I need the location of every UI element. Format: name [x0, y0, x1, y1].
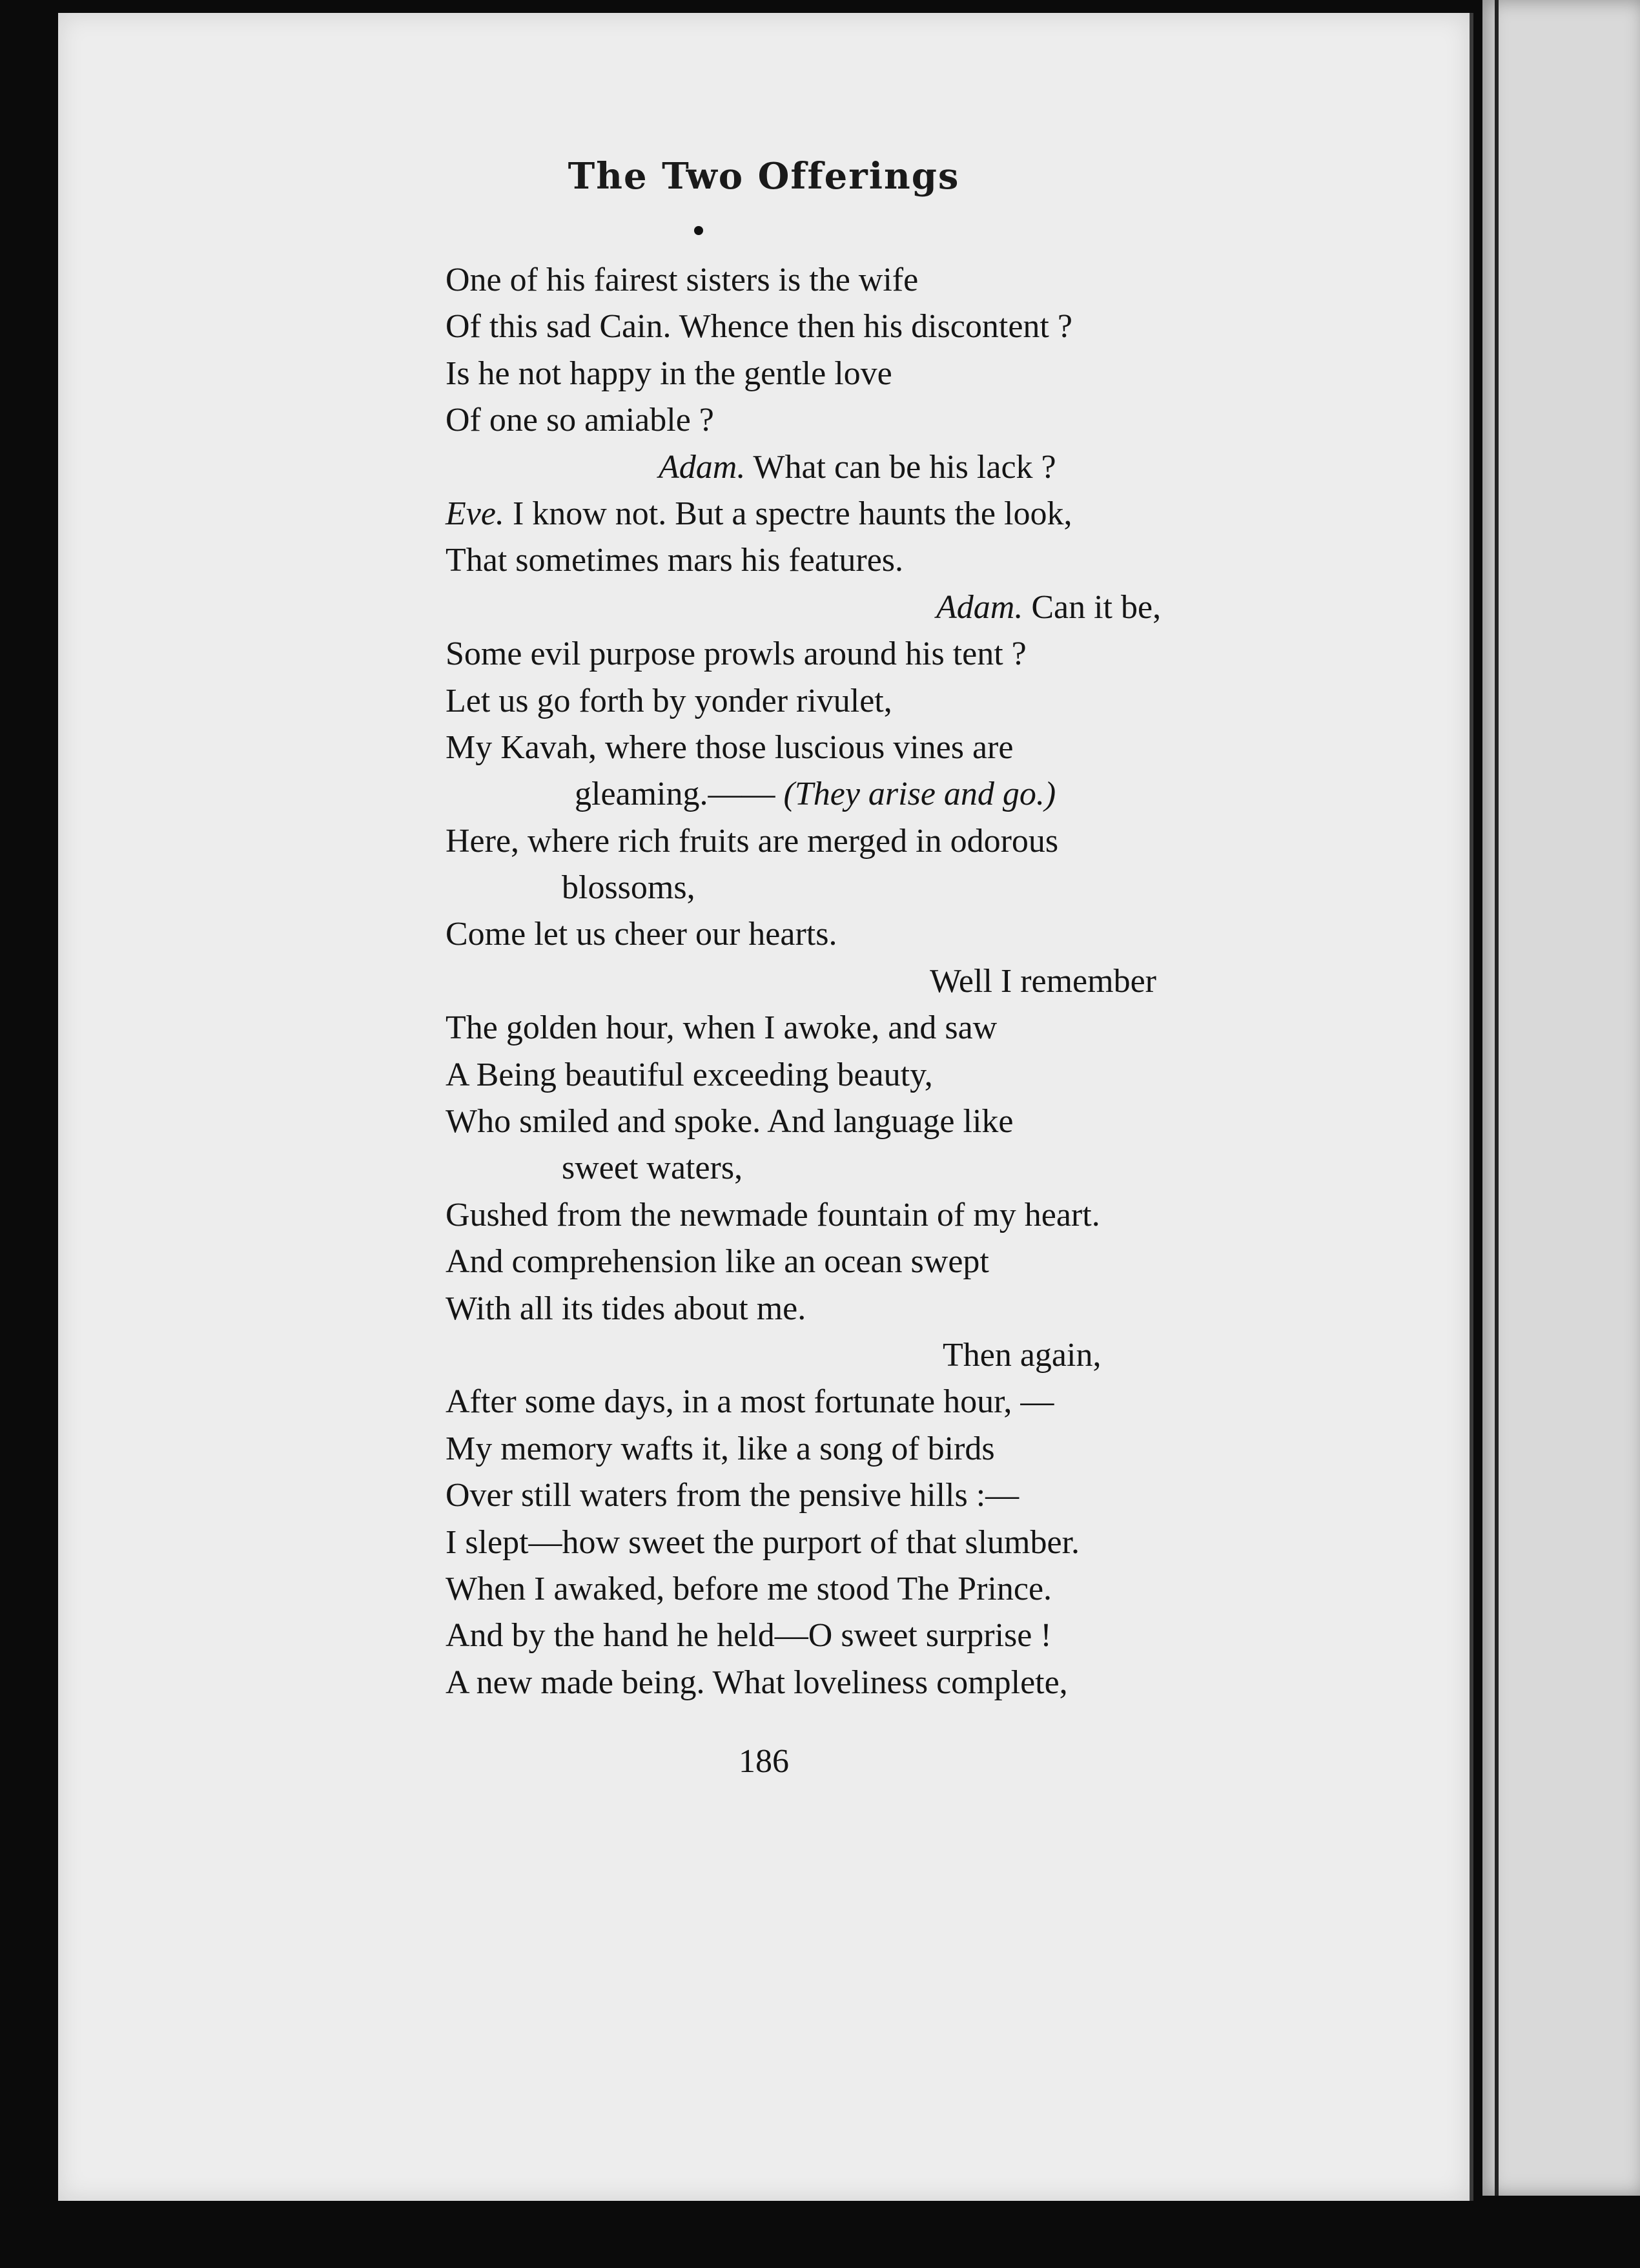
speech-text: I know not. But a spectre haunts the look,	[504, 495, 1072, 532]
text-line: Of this sad Cain. Whence then his discontent ?	[446, 308, 1072, 345]
text-line: Over still waters from the pensive hills :—	[446, 1477, 1020, 1514]
text-line: Some evil purpose prowls around his tent ?	[446, 635, 1027, 673]
running-title: The Two Offerings	[568, 155, 960, 198]
text-line: One of his fairest sisters is the wife	[446, 262, 919, 298]
text-line: When I awaked, before me stood The Prince.	[446, 1570, 1052, 1607]
text-line: Let us go forth by yonder rivulet,	[446, 682, 892, 719]
speech-adam	[446, 444, 1349, 491]
text-line: A new made being. What loveliness complete,	[446, 1664, 1068, 1701]
speech-adam	[446, 584, 1349, 631]
text-line: The golden hour, when I awoke, and saw	[446, 1009, 998, 1047]
text-line: Then again,	[943, 1336, 1102, 1374]
speaker-name: Adam.	[659, 448, 746, 486]
binding-edge	[1495, 0, 1499, 2196]
text-line: With all its tides about me.	[446, 1290, 806, 1327]
ornament-dot	[694, 226, 703, 235]
text-line: That sometimes mars his features.	[446, 542, 904, 579]
text-line: A Being beautiful exceeding beauty,	[446, 1056, 933, 1093]
text-line: Gushed from the newmade fountain of my heart.	[446, 1196, 1100, 1233]
page-number: 186	[739, 1743, 789, 1780]
text-line: Is he not happy in the gentle love	[446, 355, 892, 392]
text-line: sweet waters,	[562, 1149, 743, 1187]
speaker-name: Eve.	[446, 495, 504, 532]
speech-eve	[446, 491, 1349, 537]
text-line: Here, where rich fruits are merged in odorous	[446, 822, 1059, 860]
text-line: I slept—how sweet the purport of that slumber.	[446, 1523, 1080, 1561]
facing-page-edge	[1482, 0, 1640, 2196]
text-line: Of one so amiable ?	[446, 402, 714, 439]
text-line: My memory wafts it, like a song of birds	[446, 1430, 995, 1467]
book-page	[58, 13, 1473, 2201]
poem-text	[446, 257, 1349, 1706]
speaker-name: Adam.	[936, 588, 1023, 626]
text-line: And comprehension like an ocean swept	[446, 1243, 989, 1281]
text-line: blossoms,	[562, 869, 695, 907]
speech-text: Can it be,	[1023, 588, 1162, 626]
text-line: And by the hand he held—O sweet surprise !	[446, 1617, 1052, 1655]
text-fragment: gleaming.——	[575, 776, 784, 813]
text-line: Come let us cheer our hearts.	[446, 916, 837, 953]
text-line: Well I remember	[930, 962, 1156, 1000]
text-line-with-direction	[446, 771, 1349, 818]
speech-text: What can be his lack ?	[745, 448, 1056, 486]
text-line: My Kavah, where those luscious vines are	[446, 728, 1014, 766]
text-line: After some days, in a most fortunate hour, —	[446, 1383, 1054, 1421]
stage-direction: (They arise and go.)	[783, 776, 1056, 813]
text-line: Who smiled and spoke. And language like	[446, 1103, 1014, 1140]
